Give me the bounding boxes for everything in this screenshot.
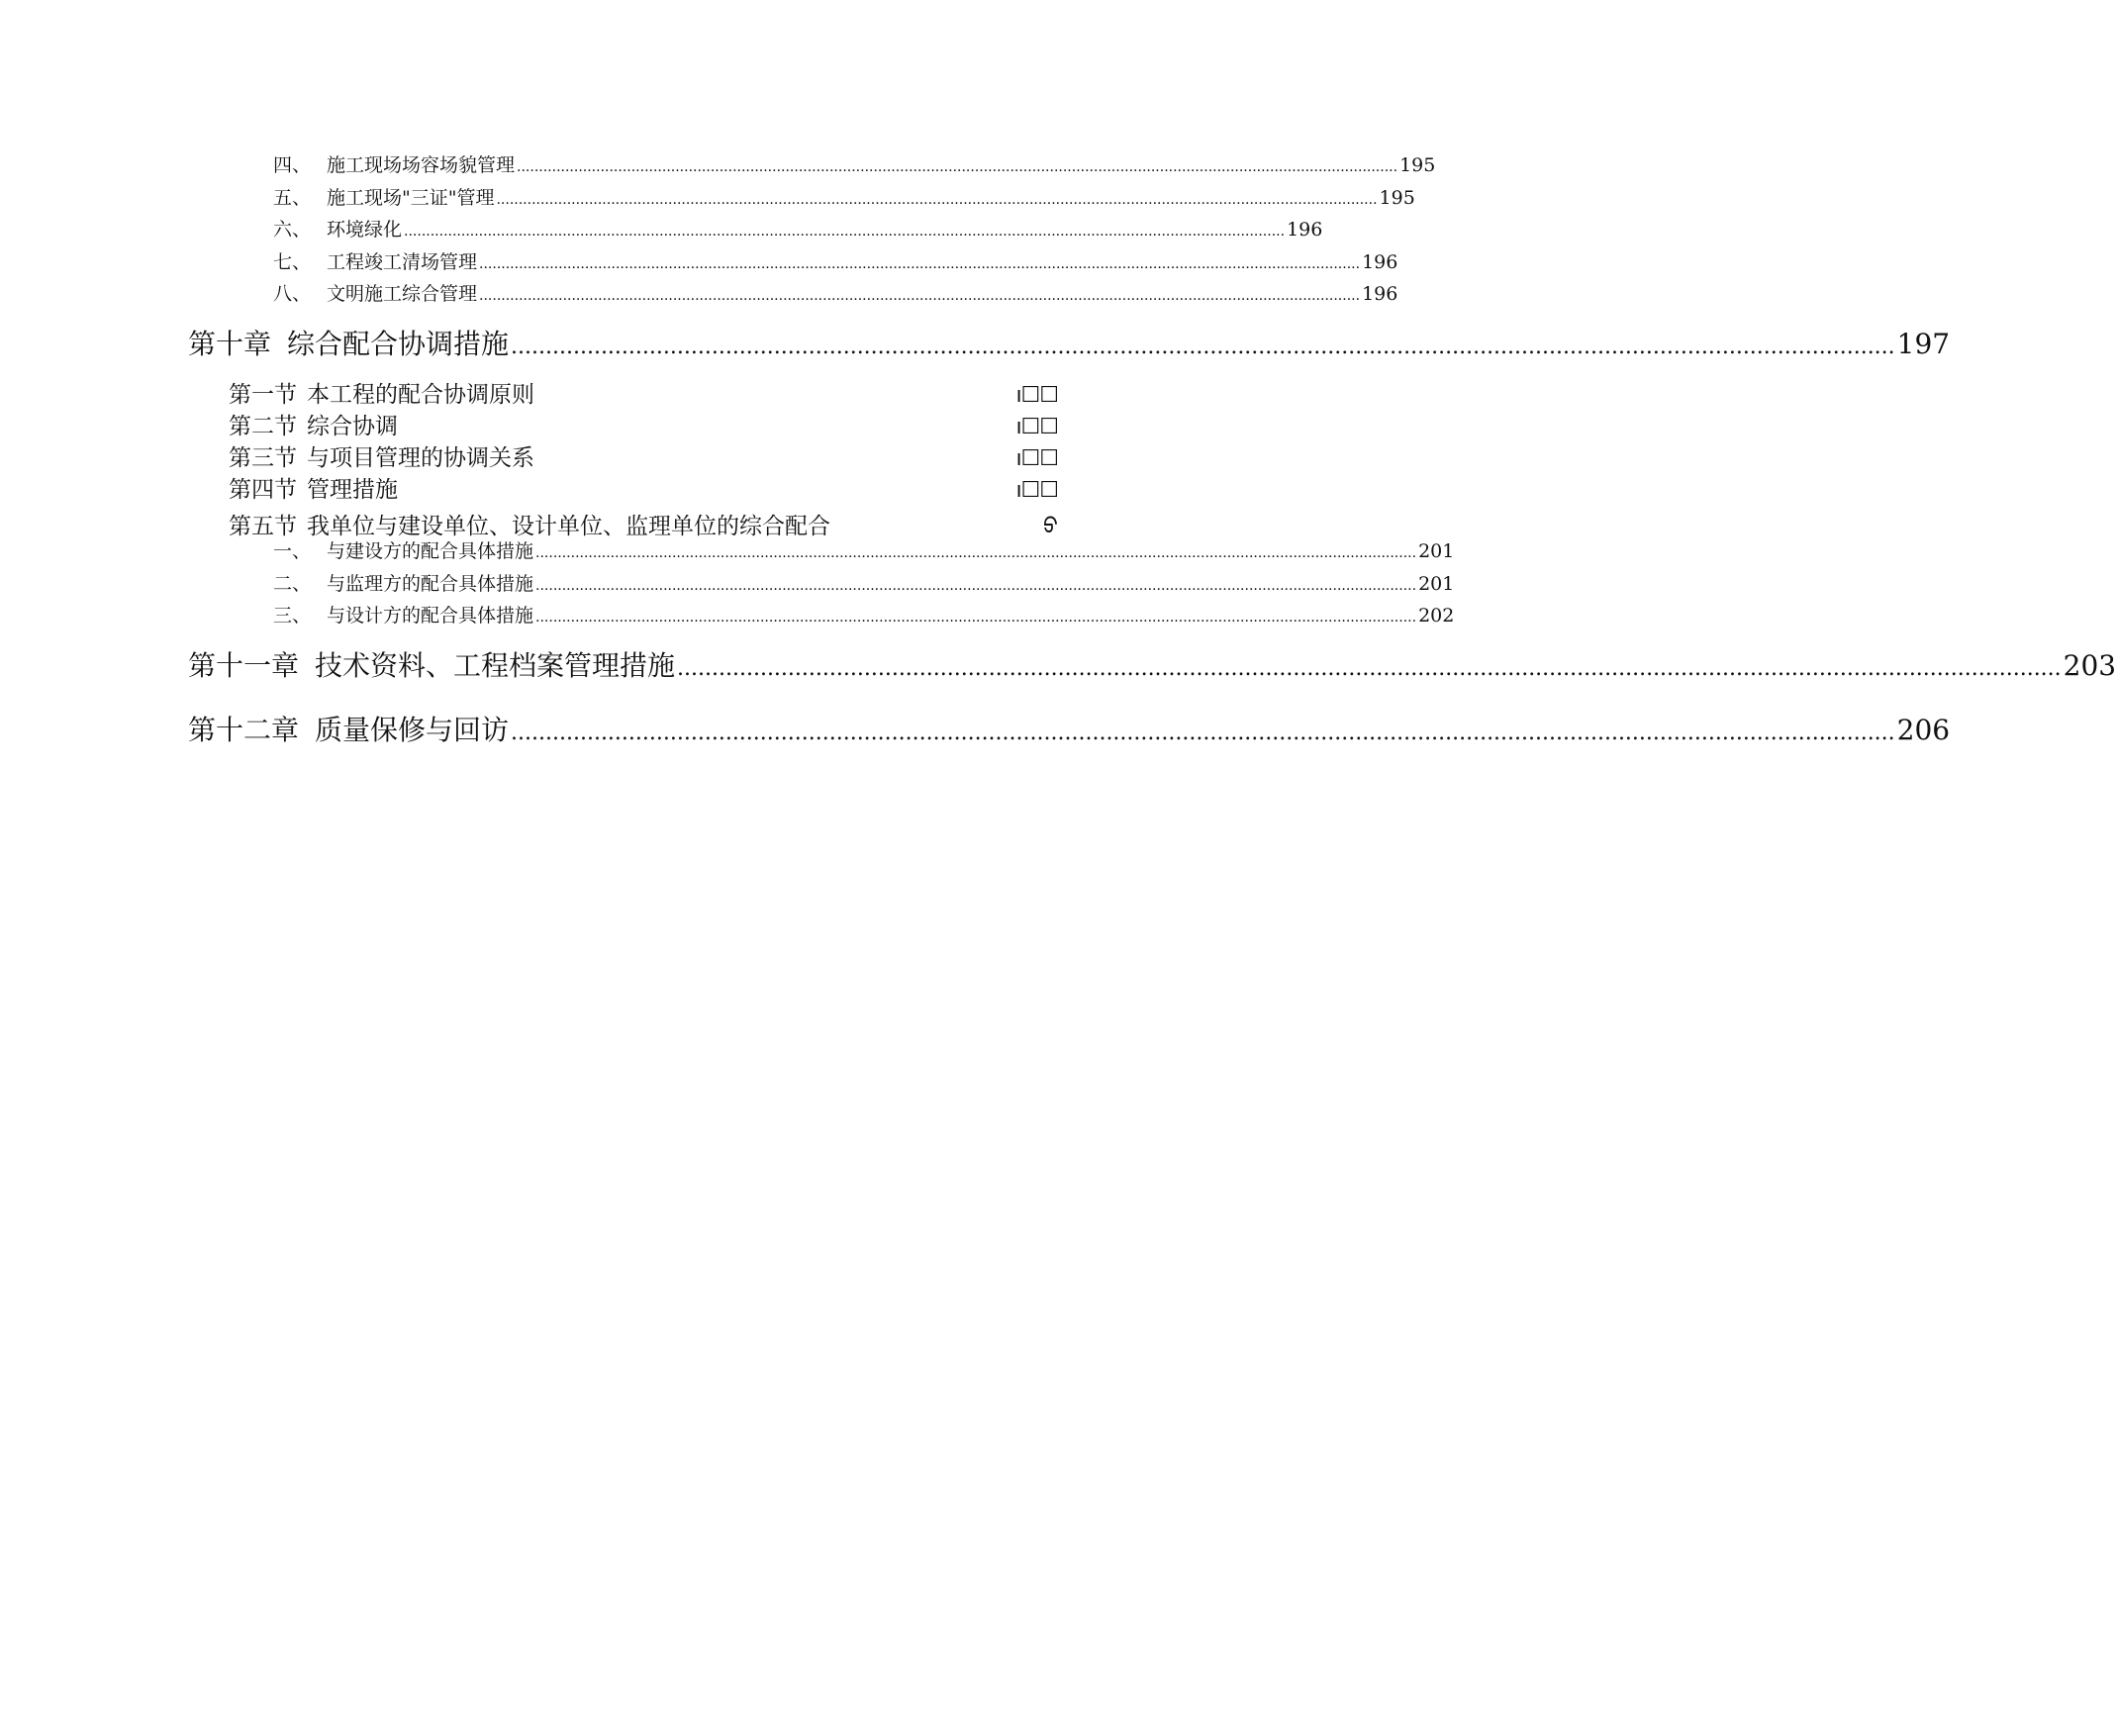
- section-title: 本工程的配合协调原则: [307, 382, 534, 408]
- chapter-title: 技术资料、工程档案管理措施: [315, 649, 676, 682]
- toc-item-page: 201: [1418, 540, 1455, 562]
- toc-item-number: 三、: [273, 605, 312, 627]
- dot-leader: ........................................................................................................................................................................................................: [479, 256, 1361, 272]
- toc-section-2[interactable]: [229, 408, 1058, 437]
- chapter-page: 203: [2063, 649, 2116, 682]
- dot-leader: ........................................................................................................................................................................................................: [511, 335, 1895, 359]
- dot-leader: ........................................................................................................................................................................................................: [517, 159, 1398, 175]
- toc-section-1[interactable]: [229, 376, 1058, 406]
- dot-leader: ........................................................................................................................................................................................................: [535, 545, 1417, 561]
- chapter-page: 206: [1896, 714, 1951, 746]
- dot-leader: ........................................................................................................................................................................................................: [535, 610, 1417, 626]
- dot-leader: ........................................................................................................................................................................................................: [535, 578, 1417, 594]
- section-number: 第一节: [229, 382, 297, 408]
- toc-chapter-10[interactable]: [188, 323, 1951, 360]
- toc-chapter-11[interactable]: [188, 644, 2116, 682]
- toc-chapter-12[interactable]: [188, 709, 1951, 746]
- toc-item-title: 施工现场场容场貌管理: [327, 154, 516, 176]
- toc-item-title: 与设计方的配合具体措施: [327, 605, 534, 627]
- chapter-number: 第十二章: [188, 714, 300, 746]
- section-number: 第四节: [229, 477, 297, 503]
- section-title: 我单位与建设单位、设计单位、监理单位的综合配合: [307, 514, 830, 539]
- section-title: 与项目管理的协调关系: [307, 445, 534, 471]
- section-page: ı☐☐: [1015, 415, 1058, 439]
- toc-item-1[interactable]: [273, 536, 1455, 562]
- section-title: 综合协调: [307, 414, 398, 439]
- toc-item-page: 196: [1362, 251, 1398, 273]
- toc-item-number: 五、: [273, 187, 312, 209]
- toc-item-number: 八、: [273, 283, 312, 305]
- toc-item-7[interactable]: [273, 247, 1398, 273]
- toc-item-title: 施工现场"三证"管理: [327, 187, 495, 209]
- dot-leader: ........................................................................................................................................................................................................: [496, 192, 1378, 208]
- toc-item-number: 二、: [273, 573, 312, 595]
- chapter-title: 综合配合协调措施: [287, 328, 510, 360]
- toc-item-number: 七、: [273, 251, 312, 273]
- toc-item-number: 一、: [273, 540, 312, 562]
- toc-item-page: 196: [1287, 219, 1323, 241]
- toc-item-title: 与监理方的配合具体措施: [327, 573, 534, 595]
- section-page: ᢒ: [1043, 515, 1058, 539]
- chapter-number: 第十一章: [188, 649, 300, 682]
- dot-leader: ........................................................................................................................................................................................................: [677, 656, 2062, 681]
- toc-item-page: 196: [1362, 283, 1398, 305]
- toc-item-6[interactable]: [273, 215, 1323, 241]
- chapter-page: 197: [1896, 328, 1951, 360]
- chapter-title: 质量保修与回访: [315, 714, 510, 746]
- toc-item-title: 与建设方的配合具体措施: [327, 540, 534, 562]
- toc-item-2[interactable]: [273, 569, 1455, 595]
- toc-item-4[interactable]: [273, 150, 1436, 176]
- toc-section-5[interactable]: [229, 503, 1058, 539]
- toc-item-page: 201: [1418, 573, 1455, 595]
- section-number: 第三节: [229, 445, 297, 471]
- toc-item-title: 文明施工综合管理: [327, 283, 478, 305]
- toc-item-title: 工程竣工清场管理: [327, 251, 478, 273]
- toc-item-page: 195: [1379, 187, 1415, 209]
- toc-item-page: 202: [1418, 605, 1455, 627]
- section-page: ı☐☐: [1015, 383, 1058, 408]
- toc-section-3[interactable]: [229, 439, 1058, 469]
- toc-item-8[interactable]: [273, 279, 1398, 305]
- section-number: 第五节: [229, 514, 297, 539]
- toc-item-5[interactable]: [273, 183, 1415, 209]
- toc-item-page: 195: [1399, 154, 1436, 176]
- toc-section-4[interactable]: [229, 471, 1058, 501]
- toc-item-3[interactable]: [273, 601, 1455, 627]
- toc-item-number: 六、: [273, 219, 312, 241]
- section-page: ı☐☐: [1015, 478, 1058, 503]
- dot-leader: ........................................................................................................................................................................................................: [511, 721, 1895, 745]
- toc-item-title: 环境绿化: [327, 219, 403, 241]
- section-number: 第二节: [229, 414, 297, 439]
- toc-item-number: 四、: [273, 154, 312, 176]
- chapter-number: 第十章: [188, 328, 272, 360]
- dot-leader: ........................................................................................................................................................................................................: [404, 224, 1286, 240]
- section-page: ı☐☐: [1015, 446, 1058, 471]
- dot-leader: ........................................................................................................................................................................................................: [479, 288, 1361, 304]
- section-title: 管理措施: [307, 477, 398, 503]
